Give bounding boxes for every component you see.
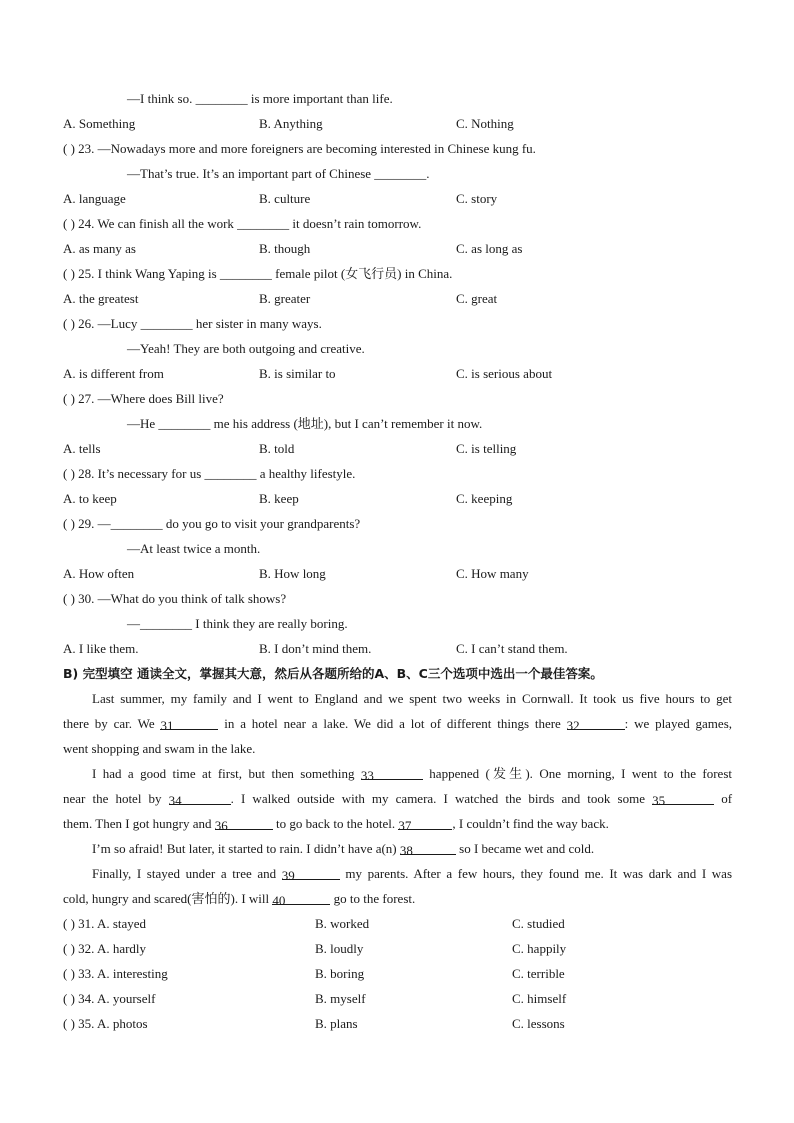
q24-question: ( ) 24. We can finish all the work ________ it doesn’t rain tomorrow.: [63, 216, 422, 231]
passage-p1-line3: went shopping and swam in the lake.: [63, 741, 256, 756]
blank-39: 39: [282, 865, 340, 880]
cloze-q35: [63, 1013, 732, 1035]
cloze-q34-c: C. himself: [512, 991, 567, 1006]
blank-38: 38: [400, 840, 456, 855]
option-b: B. How long: [259, 566, 326, 581]
text-segment: . I walked outside with my camera. I watched the birds and took some: [230, 791, 645, 806]
text-segment: in a hotel near a lake. We did a lot of different things there: [224, 716, 561, 731]
text-segment: I’m so afraid! But later, it started to rain. I didn’t have a(n): [92, 841, 397, 856]
cloze-q31: [63, 913, 732, 935]
option-c: C. great: [456, 291, 498, 306]
text-segment: of: [721, 791, 733, 806]
option-b: B. culture: [259, 191, 311, 206]
q30-line2: —________ I think they are really boring.: [127, 616, 348, 631]
cloze-q35-b: B. plans: [315, 1016, 358, 1031]
q28-options: [63, 488, 732, 510]
cloze-q35-a: ( ) 35. A. photos: [63, 1016, 148, 1031]
cloze-q32-b: B. loudly: [315, 941, 364, 956]
cloze-q32-a: ( ) 32. A. hardly: [63, 941, 147, 956]
text-segment: Finally, I stayed under a tree and: [92, 866, 277, 881]
passage-p3-line1: [92, 838, 732, 860]
option-b: B. is similar to: [259, 366, 336, 381]
text-segment: cold, hungry and scared(害怕的). I will: [63, 891, 270, 906]
option-c: C. is serious about: [456, 366, 553, 381]
option-a: A. to keep: [63, 491, 117, 506]
q26-options: [63, 363, 732, 385]
text-segment: near the hotel by: [63, 791, 162, 806]
passage-p1-line1: Last summer, my family and I went to England and we spent two weeks in Cornwall. It took us five hours to get: [92, 691, 732, 706]
q27-question: ( ) 27. —Where does Bill live?: [63, 391, 224, 406]
cloze-q33: [63, 963, 732, 985]
passage-p2-line1: [92, 763, 732, 785]
cloze-q31-c: C. studied: [512, 916, 565, 931]
option-a: A. language: [63, 191, 126, 206]
q26-line2: —Yeah! They are both outgoing and creative.: [127, 341, 365, 356]
text-segment: happened (发生). One morning, I went to the forest: [429, 766, 732, 781]
section-b-heading: B) 完型填空 通读全文，掌握其大意，然后从各题所给的A、B、C三个选项中选出一个最佳答案。: [63, 666, 603, 681]
q23-line2: —That’s true. It’s an important part of Chinese ________.: [127, 166, 430, 181]
q24-options: [63, 238, 732, 260]
text-segment: : we played games,: [624, 716, 732, 731]
option-c: C. as long as: [456, 241, 523, 256]
option-c: C. I can’t stand them.: [456, 641, 568, 656]
q22-options: [63, 113, 732, 135]
option-c: C. is telling: [456, 441, 517, 456]
q25-question: ( ) 25. I think Wang Yaping is ________ female pilot (女飞行员) in China.: [63, 266, 453, 281]
q29-options: [63, 563, 732, 585]
cloze-q33-a: ( ) 33. A. interesting: [63, 966, 168, 981]
passage-p2-line3: [63, 813, 732, 835]
blank-32: 32: [567, 715, 625, 730]
option-b: B. greater: [259, 291, 311, 306]
q23-question: ( ) 23. —Nowadays more and more foreigners are becoming interested in Chinese kung fu.: [63, 141, 536, 156]
cloze-q33-b: B. boring: [315, 966, 365, 981]
cloze-q32-c: C. happily: [512, 941, 567, 956]
cloze-q31-a: ( ) 31. A. stayed: [63, 916, 147, 931]
blank-33: 33: [361, 765, 423, 780]
option-a: A. as many as: [63, 241, 136, 256]
q30-question: ( ) 30. —What do you think of talk shows?: [63, 591, 287, 606]
cloze-q31-b: B. worked: [315, 916, 370, 931]
text-segment: my parents. After a few hours, they found me. It was dark and I was: [345, 866, 733, 881]
blank-35: 35: [652, 790, 714, 805]
passage-p2-line2: [63, 788, 732, 810]
cloze-q34-a: ( ) 34. A. yourself: [63, 991, 156, 1006]
blank-31: 31: [160, 715, 218, 730]
option-a: A. the greatest: [63, 291, 139, 306]
option-b: B. Anything: [259, 116, 323, 131]
q29-question: ( ) 29. —________ do you go to visit your grandparents?: [63, 516, 361, 531]
text-segment: so I became wet and cold.: [459, 841, 595, 856]
text-segment: I had a good time at first, but then something: [92, 766, 355, 781]
option-c: C. How many: [456, 566, 529, 581]
cloze-q32: [63, 938, 732, 960]
q29-line2: —At least twice a month.: [127, 541, 261, 556]
blank-36: 36: [215, 815, 273, 830]
q26-question: ( ) 26. —Lucy ________ her sister in many ways.: [63, 316, 322, 331]
text-segment: them. Then I got hungry and: [63, 816, 212, 831]
q28-question: ( ) 28. It’s necessary for us ________ a healthy lifestyle.: [63, 466, 356, 481]
blank-37: 37: [398, 815, 452, 830]
option-a: A. How often: [63, 566, 135, 581]
text-segment: there by car. We: [63, 716, 155, 731]
q27-options: [63, 438, 732, 460]
text-segment: , I couldn’t find the way back.: [452, 816, 609, 831]
option-c: C. Nothing: [456, 116, 514, 131]
q22-line2: —I think so. ________ is more important than life.: [127, 91, 393, 106]
q27-line2: —He ________ me his address (地址), but I can’t remember it now.: [127, 416, 483, 431]
option-a: A. is different from: [63, 366, 164, 381]
text-segment: go to the forest.: [333, 891, 416, 906]
text-segment: to go back to the hotel.: [276, 816, 396, 831]
option-b: B. keep: [259, 491, 299, 506]
q25-options: [63, 288, 732, 310]
cloze-q34: [63, 988, 732, 1010]
q30-options: [63, 638, 732, 660]
blank-34: 34: [169, 790, 231, 805]
cloze-q35-c: C. lessons: [512, 1016, 565, 1031]
option-b: B. told: [259, 441, 295, 456]
option-b: B. though: [259, 241, 311, 256]
cloze-q33-c: C. terrible: [512, 966, 565, 981]
option-c: C. keeping: [456, 491, 513, 506]
blank-40: 40: [272, 890, 330, 905]
cloze-q34-b: B. myself: [315, 991, 366, 1006]
passage-p4-line2: [63, 888, 732, 910]
option-b: B. I don’t mind them.: [259, 641, 372, 656]
passage-p4-line1: [92, 863, 732, 885]
option-a: A. Something: [63, 116, 136, 131]
option-c: C. story: [456, 191, 498, 206]
q23-options: [63, 188, 732, 210]
passage-p1-line2: [63, 713, 732, 735]
option-a: A. tells: [63, 441, 101, 456]
option-a: A. I like them.: [63, 641, 139, 656]
